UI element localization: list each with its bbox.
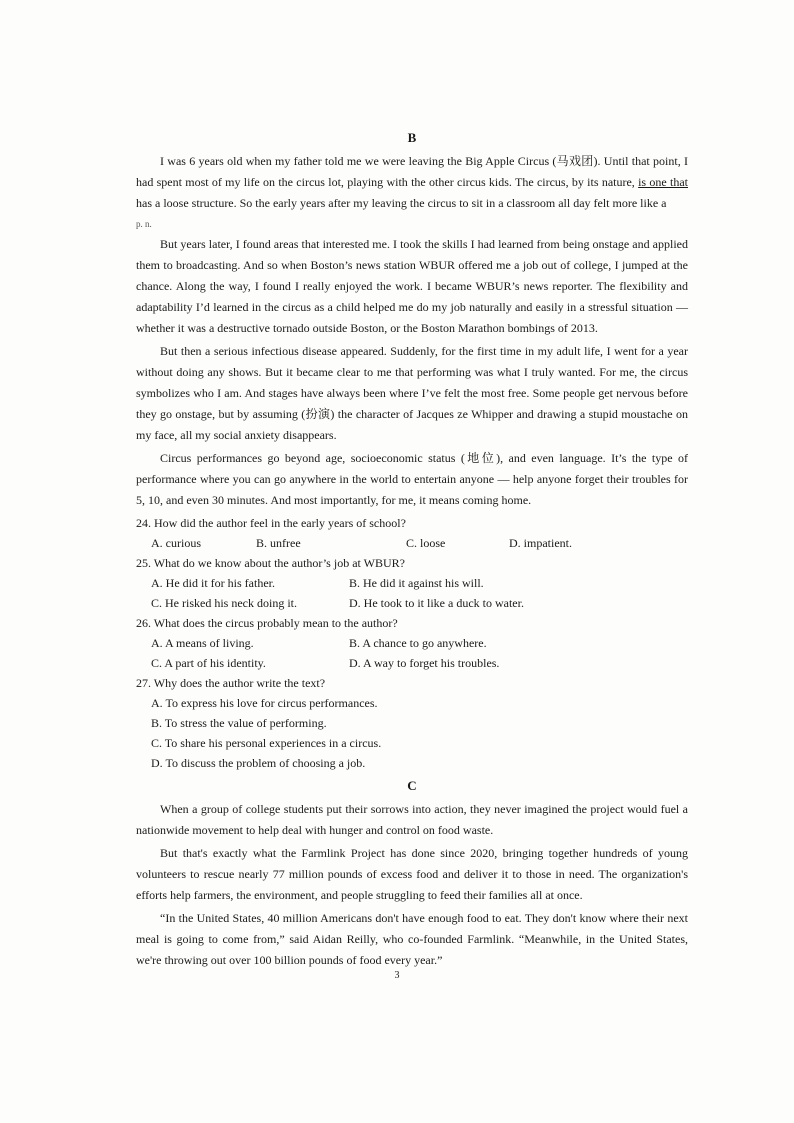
question-options-row-2: [151, 593, 688, 613]
question-stem: 24. How did the author feel in the early years of school?: [136, 516, 406, 530]
section-c-paragraph-2: But that's exactly what the Farmlink Project has done since 2020, bringing together hundreds of young volunteers to rescue nearly 77 million pounds of excess food and deliver it to those in need. The organization's efforts help farmers, the environment, and people struggling to feed their families all at once.: [136, 846, 688, 902]
question-27: [136, 673, 688, 773]
question-26: [136, 613, 688, 673]
option-b: B. To stress the value of performing.: [151, 716, 327, 730]
underlined-phrase: is one that: [638, 175, 688, 189]
paragraph-text: I was 6 years old when my father told me we were leaving the Big Apple Circus (马戏团). Until that point, I had spent most of my life on the circus lot, playing with the other circus kids. The circus, by its nature,: [136, 154, 688, 189]
option-d: D. He took to it like a duck to water.: [349, 596, 524, 610]
option-b: B. He did it against his will.: [349, 576, 484, 590]
option-a: A. He did it for his father.: [151, 576, 275, 590]
question-25: [136, 553, 688, 613]
section-b-paragraph-4: Circus performances go beyond age, socioeconomic status (地位), and even language. It’s the type of performance where you can go anywhere in the world to entertain anyone — help anyone forget their troubles for 5, 10, and even 30 minutes. And most importantly, for me, it means coming home.: [136, 451, 688, 507]
page-number: 3: [394, 970, 400, 981]
question-options: [151, 533, 688, 553]
option-a: A. A means of living.: [151, 636, 254, 650]
question-options-row-1: [151, 633, 688, 653]
section-c-title: C: [407, 778, 417, 793]
option-c: C. loose: [406, 536, 446, 550]
option-d: D. To discuss the problem of choosing a job.: [151, 756, 366, 770]
option-c: C. He risked his neck doing it.: [151, 596, 297, 610]
question-options-row-1: [151, 573, 688, 593]
option-d: D. impatient.: [509, 536, 572, 550]
option-d: D. A way to forget his troubles.: [349, 656, 500, 670]
section-b-paragraph-1: [136, 151, 688, 214]
option-a: A. To express his love for circus performances.: [151, 696, 378, 710]
question-stem: 26. What does the circus probably mean to the author?: [136, 616, 398, 630]
question-stem: 25. What do we know about the author’s job at WBUR?: [136, 556, 405, 570]
page-content: [136, 128, 688, 973]
section-b-title: B: [407, 130, 417, 145]
section-c-paragraph-1: When a group of college students put their sorrows into action, they never imagined the project would fuel a nationwide movement to help deal with hunger and control on food waste.: [136, 802, 688, 837]
option-c: C. A part of his identity.: [151, 656, 266, 670]
option-b: B. unfree: [256, 536, 301, 550]
option-c: C. To share his personal experiences in a circus.: [151, 736, 382, 750]
section-b-paragraph-2: But years later, I found areas that interested me. I took the skills I had learned from being onstage and applied them to broadcasting. And so when Boston’s news station WBUR offered me a job out of college, I jumped at the chance. Along the way, I found I really enjoyed the work. I became WBUR’s news reporter. The flexibility and adaptability I’d learned in the circus as a child helped me do my job naturally and easily in a stressful situation — whether it was a destructive tornado outside Boston, or the Boston Marathon bombings of 2013.: [136, 237, 688, 335]
option-b: B. A chance to go anywhere.: [349, 636, 487, 650]
section-b-paragraph-3: But then a serious infectious disease appeared. Suddenly, for the first time in my adult life, I went for a year without doing any shows. But it became clear to me that performing was what I truly wanted. For me, the circus symbolizes who I am. And stages have always been where I’ve felt the most free. Some people get nervous before they go onstage, but by assuming (扮演) the character of Jacques ze Whipper and drawing a stupid moustache on my face, all my social anxiety disappears.: [136, 344, 688, 442]
option-a: A. curious: [151, 536, 201, 550]
question-options-row-2: [151, 653, 688, 673]
cut-off-line: p. n.: [136, 219, 152, 229]
question-24: [136, 513, 688, 553]
paragraph-text-tail: has a loose structure. So the early years after my leaving the circus to sit in a classroom all day felt more like a: [136, 196, 667, 210]
question-stem: 27. Why does the author write the text?: [136, 676, 326, 690]
section-c-paragraph-3: “In the United States, 40 million Americans don't have enough food to eat. They don't know where their next meal is going to come from,” said Aidan Reilly, who co-founded Farmlink. “Meanwhile, in the United States, we're throwing out over 100 billion pounds of food every year.”: [136, 911, 688, 967]
